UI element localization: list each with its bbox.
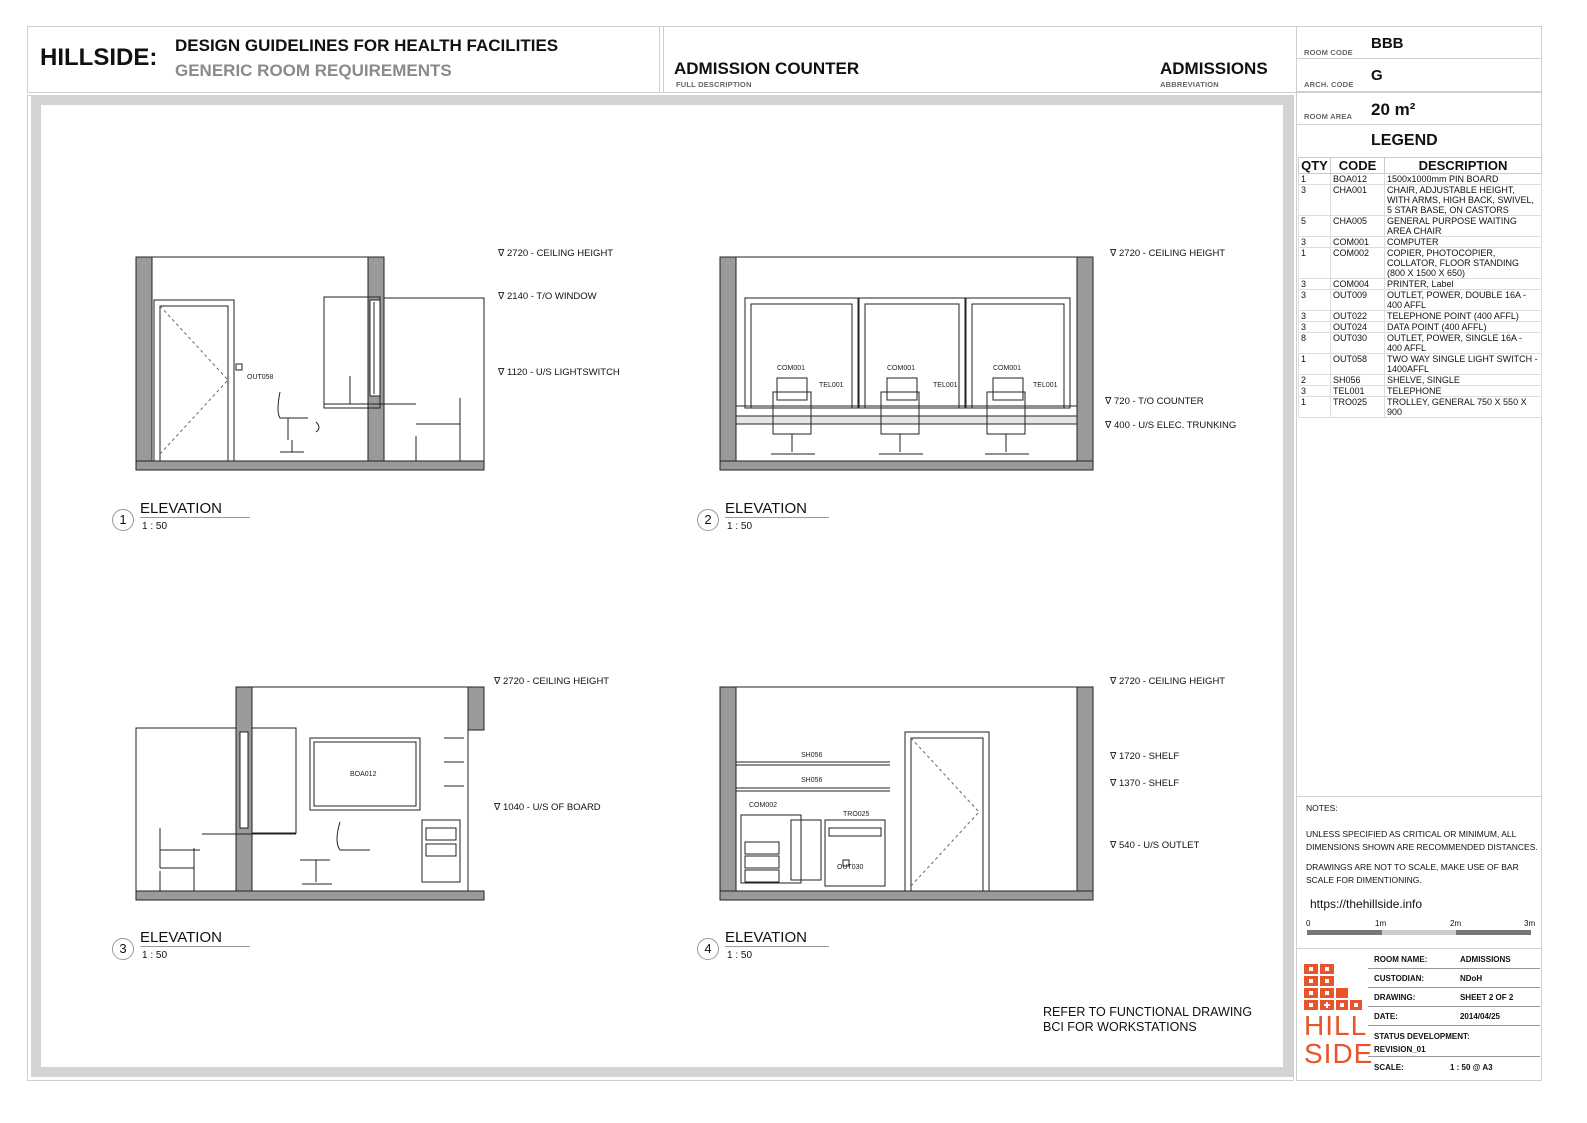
e4-level-shelf-2: ∇ 1370 - SHELF [1110, 778, 1180, 789]
room-name-label: ROOM NAME: [1368, 950, 1454, 969]
legend-qty-cell: 3 [1299, 290, 1331, 311]
elevation-label: ELEVATION [140, 929, 250, 947]
legend-description-cell: GENERAL PURPOSE WAITING AREA CHAIR [1385, 216, 1542, 237]
legend-body [1299, 174, 1542, 418]
legend-row [1299, 333, 1542, 354]
legend-code-cell: TRO025 [1331, 397, 1385, 418]
tag-boa012: BOA012 [350, 771, 377, 778]
legend-code-cell: BOA012 [1331, 174, 1385, 185]
legend-description-cell: OUTLET, POWER, SINGLE 16A - 400 AFFL [1385, 333, 1542, 354]
legend-code-cell: COM002 [1331, 248, 1385, 279]
legend-description-cell: TELEPHONE [1385, 386, 1542, 397]
status-value: REVISION_01 [1368, 1041, 1540, 1057]
notes-text-1: UNLESS SPECIFIED AS CRITICAL OR MINIMUM, ALL DIMENSIONS SHOWN ARE RECOMMENDED DISTANCES. [1306, 829, 1538, 852]
room-name-value: ADMISSIONS [1454, 950, 1540, 969]
level-label: 2720 - CEILING HEIGHT [503, 676, 610, 687]
guideline-title: DESIGN GUIDELINES FOR HEALTH FACILITIES [175, 36, 559, 55]
legend-row [1299, 375, 1542, 386]
legend-description-cell: COMPUTER [1385, 237, 1542, 248]
refer-note [1043, 1005, 1252, 1035]
legend-description-cell: COPIER, PHOTOCOPIER, COLLATOR, FLOOR STANDING (800 X 1500 X 650) [1385, 248, 1542, 279]
legend-header-row [1299, 158, 1542, 174]
header-divider [659, 26, 660, 92]
logo-text-hill: HILL [1304, 1010, 1368, 1041]
level-label: 1720 - SHELF [1119, 751, 1180, 762]
elevation-label: ELEVATION [725, 929, 829, 947]
legend-qty-cell: 1 [1299, 174, 1331, 185]
e1-level-ceiling: ∇ 2720 - CEILING HEIGHT [498, 248, 614, 259]
legend-description-cell: TELEPHONE POINT (400 AFFL) [1385, 311, 1542, 322]
legend-row [1299, 237, 1542, 248]
legend-qty-cell: 3 [1299, 237, 1331, 248]
scale-bar [1307, 930, 1531, 935]
legend-qty-cell: 5 [1299, 216, 1331, 237]
drawing-value: SHEET 2 OF 2 [1454, 988, 1540, 1007]
elevation-1-drawing [120, 240, 500, 480]
tag-tel001: TEL001 [933, 382, 958, 389]
legend-title: LEGEND [1371, 132, 1438, 149]
level-label: 400 - U/S ELEC. TRUNKING [1114, 420, 1237, 431]
elevation-4-drawing [715, 670, 1105, 910]
legend-row [1299, 185, 1542, 216]
level-label: 1370 - SHELF [1119, 778, 1180, 789]
notes-text-2: DRAWINGS ARE NOT TO SCALE, MAKE USE OF BAR SCALE FOR DIMENTIONING. [1306, 862, 1519, 885]
level-label: 540 - U/S OUTLET [1119, 840, 1200, 851]
e2-level-trunking: ∇ 400 - U/S ELEC. TRUNKING [1105, 420, 1237, 431]
legend-description-header: DESCRIPTION [1385, 158, 1542, 174]
legend-qty-cell: 3 [1299, 322, 1331, 333]
legend-qty-header: QTY [1299, 158, 1331, 174]
abbreviation-caption: ABBREVIATION [1160, 80, 1219, 89]
notes-divider [1297, 796, 1541, 797]
legend-row [1299, 216, 1542, 237]
tag-com001: COM001 [993, 365, 1022, 372]
legend-code-cell: COM001 [1331, 237, 1385, 248]
legend-table-wrap [1298, 157, 1542, 418]
room-row-line [1297, 124, 1541, 125]
level-label: 2140 - T/O WINDOW [507, 291, 597, 302]
refer-note-line-1: REFER TO FUNCTIONAL DRAWING [1043, 1005, 1253, 1019]
legend-row [1299, 386, 1542, 397]
elevation-label: ELEVATION [140, 500, 250, 518]
room-area: 20 m² [1371, 100, 1416, 119]
room-area-label: ROOM AREA [1304, 112, 1353, 121]
website-link[interactable]: https://thehillside.info [1310, 897, 1423, 911]
legend-description-cell: CHAIR, ADJUSTABLE HEIGHT, WITH ARMS, HIGH BACK, SWIVEL, 5 STAR BASE, ON CASTORS [1385, 185, 1542, 216]
legend-qty-cell: 8 [1299, 333, 1331, 354]
scale-label: SCALE: [1374, 1063, 1404, 1072]
level-label: 1120 - U/S LIGHTSWITCH [507, 367, 620, 378]
legend-row [1299, 322, 1542, 333]
legend-qty-cell: 3 [1299, 311, 1331, 322]
logo-text-side: SIDE [1304, 1038, 1374, 1069]
legend-row [1299, 397, 1542, 418]
legend-row [1299, 354, 1542, 375]
level-label: 2720 - CEILING HEIGHT [507, 248, 614, 259]
legend-code-cell: OUT022 [1331, 311, 1385, 322]
arch-code-label: ARCH. CODE [1304, 80, 1354, 89]
legend-qty-cell: 1 [1299, 354, 1331, 375]
legend-code-cell: COM004 [1331, 279, 1385, 290]
custodian-value: NDoH [1454, 969, 1540, 988]
elevation-label: ELEVATION [725, 500, 829, 518]
legend-qty-cell: 3 [1299, 185, 1331, 216]
legend-qty-cell: 1 [1299, 397, 1331, 418]
full-description: ADMISSION COUNTER [674, 59, 860, 78]
legend-qty-cell: 3 [1299, 279, 1331, 290]
legend-qty-cell: 1 [1299, 248, 1331, 279]
legend-description-cell: PRINTER, Label [1385, 279, 1542, 290]
notes-title: NOTES: [1306, 803, 1338, 813]
abbreviation: ADMISSIONS [1160, 59, 1268, 78]
legend-code-header: CODE [1331, 158, 1385, 174]
e3-level-board: ∇ 1040 - U/S OF BOARD [494, 802, 601, 813]
tag-sh056: SH056 [801, 752, 823, 759]
elevation-2-drawing [715, 240, 1105, 480]
header-divider-2 [663, 26, 664, 92]
legend-code-cell: TEL001 [1331, 386, 1385, 397]
tag-tel001: TEL001 [819, 382, 844, 389]
legend-description-cell: DATA POINT (400 AFFL) [1385, 322, 1542, 333]
level-label: 2720 - CEILING HEIGHT [1119, 676, 1226, 687]
tag-out058: OUT058 [247, 374, 274, 381]
date-value: 2014/04/25 [1454, 1007, 1540, 1026]
room-code: BBB [1371, 35, 1404, 52]
tag-out030: OUT030 [837, 864, 864, 871]
scale-tick-1: 1m [1375, 919, 1387, 928]
e1-level-window: ∇ 2140 - T/O WINDOW [498, 291, 597, 302]
titleblock-table-wrap [1368, 950, 1540, 1072]
guideline-subtitle: GENERIC ROOM REQUIREMENTS [175, 61, 452, 80]
legend-row [1299, 311, 1542, 322]
legend-code-cell: OUT024 [1331, 322, 1385, 333]
elevation-3-drawing [120, 670, 500, 910]
level-label: 2720 - CEILING HEIGHT [1119, 248, 1226, 259]
notes-block [1306, 802, 1538, 894]
date-label: DATE: [1368, 1007, 1454, 1026]
arch-code: G [1371, 67, 1383, 84]
scale-tick-3: 3m [1524, 919, 1536, 928]
refer-note-line-2: BCI FOR WORKSTATIONS [1043, 1020, 1197, 1034]
legend-description-cell: SHELVE, SINGLE [1385, 375, 1542, 386]
scale-value: 1 : 50 @ A3 [1450, 1063, 1493, 1072]
elevation-scale: 1 : 50 [142, 521, 168, 532]
legend-description-cell: OUTLET, POWER, DOUBLE 16A - 400 AFFL [1385, 290, 1542, 311]
elevation-number: 4 [697, 938, 719, 960]
titleblock-table [1368, 950, 1540, 1026]
full-description-caption: FULL DESCRIPTION [676, 80, 752, 89]
status-label: STATUS DEVELOPMENT: [1374, 1032, 1470, 1041]
elevation-scale: 1 : 50 [727, 950, 753, 961]
brand-title: HILLSIDE: [40, 44, 158, 71]
legend-row [1299, 174, 1542, 185]
legend-code-cell: CHA001 [1331, 185, 1385, 216]
e4-level-ceiling: ∇ 2720 - CEILING HEIGHT [1110, 676, 1226, 687]
e2-level-ceiling: ∇ 2720 - CEILING HEIGHT [1110, 248, 1226, 259]
scale-tick-0: 0 [1306, 919, 1311, 928]
level-label: 1040 - U/S OF BOARD [503, 802, 601, 813]
e3-level-ceiling: ∇ 2720 - CEILING HEIGHT [494, 676, 610, 687]
room-code-label: ROOM CODE [1304, 48, 1353, 57]
elevation-number: 3 [112, 938, 134, 960]
scale-tick-2: 2m [1450, 919, 1462, 928]
legend-row [1299, 279, 1542, 290]
legend-row [1299, 290, 1542, 311]
e1-level-lightswitch: ∇ 1120 - U/S LIGHTSWITCH [498, 367, 620, 378]
legend-code-cell: CHA005 [1331, 216, 1385, 237]
elevation-number: 2 [697, 509, 719, 531]
tag-com001: COM001 [887, 365, 916, 372]
legend-row [1299, 248, 1542, 279]
tag-sh056: SH056 [801, 777, 823, 784]
tag-com001: COM001 [777, 365, 806, 372]
elevation-scale: 1 : 50 [142, 950, 168, 961]
legend-code-cell: OUT030 [1331, 333, 1385, 354]
titleblock-divider [1297, 948, 1541, 949]
room-row-line [1297, 58, 1541, 59]
tag-com002: COM002 [749, 802, 778, 809]
elevation-scale: 1 : 50 [727, 521, 753, 532]
legend-description-cell: TROLLEY, GENERAL 750 X 550 X 900 [1385, 397, 1542, 418]
legend-qty-cell: 3 [1299, 386, 1331, 397]
room-row-line [1297, 91, 1541, 92]
drawing-label: DRAWING: [1368, 988, 1454, 1007]
legend-code-cell: OUT009 [1331, 290, 1385, 311]
e4-level-shelf-1: ∇ 1720 - SHELF [1110, 751, 1180, 762]
custodian-label: CUSTODIAN: [1368, 969, 1454, 988]
tag-tro025: TRO025 [843, 811, 870, 818]
e4-level-outlet: ∇ 540 - U/S OUTLET [1110, 840, 1200, 851]
legend-table [1298, 157, 1542, 418]
legend-qty-cell: 2 [1299, 375, 1331, 386]
legend-description-cell: TWO WAY SINGLE LIGHT SWITCH - 1400AFFL [1385, 354, 1542, 375]
elevation-number: 1 [112, 509, 134, 531]
legend-code-cell: OUT058 [1331, 354, 1385, 375]
level-label: 720 - T/O COUNTER [1114, 396, 1204, 407]
legend-description-cell: 1500x1000mm PIN BOARD [1385, 174, 1542, 185]
e2-level-counter: ∇ 720 - T/O COUNTER [1105, 396, 1204, 407]
tag-tel001: TEL001 [1033, 382, 1058, 389]
legend-code-cell: SH056 [1331, 375, 1385, 386]
